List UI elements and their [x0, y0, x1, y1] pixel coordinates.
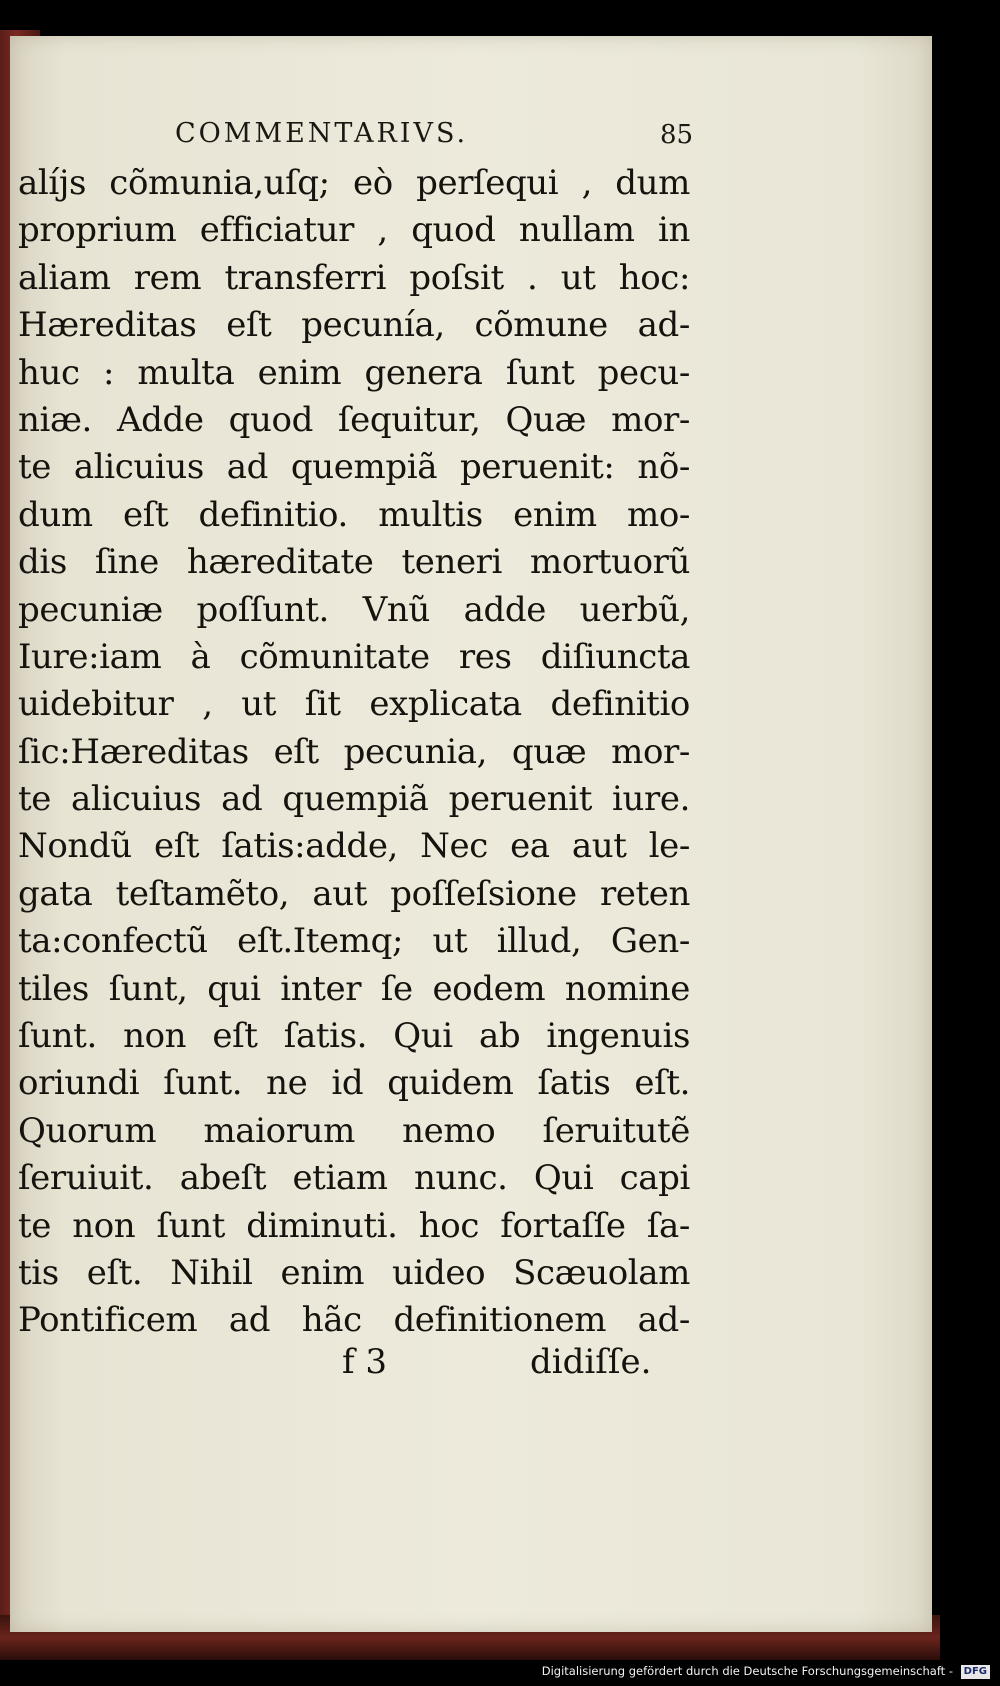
body-text — [18, 160, 690, 1345]
text-line: tiles ſunt, qui inter ſe eodem nomine — [18, 968, 690, 1009]
text-line: te alicuius ad quempiã peruenit iure. — [18, 779, 690, 820]
dfg-logo-icon: DFG — [961, 1665, 990, 1679]
text-line: te alicuius ad quempiã peruenit: nõ- — [18, 447, 690, 488]
text-line: Iure:iam à cõmunitate res diſiuncta — [18, 636, 690, 677]
signature-mark: f 3 — [342, 1342, 388, 1382]
text-line: Pontificem ad hãc definitionem ad- — [18, 1300, 690, 1341]
text-line: alíjs cõmunia,uſq; eò perſequi , dum — [18, 163, 690, 203]
text-line: ſic:Hæreditas eſt pecunia, quæ mor- — [18, 731, 690, 772]
page-number: 85 — [660, 120, 694, 150]
text-line: proprium efficiatur , quod nullam in — [18, 210, 690, 251]
text-line: ſeruiuit. abeſt etiam nunc. Qui capi — [18, 1158, 690, 1199]
text-line: pecuniæ poſſunt. Vnũ adde uerbũ, — [18, 589, 690, 630]
page-footer — [0, 1342, 1000, 1392]
digitization-credit — [0, 1664, 990, 1686]
text-line: gata teſtamẽto, aut poſſeſsione reten — [18, 873, 690, 914]
text-line: tis eſt. Nihil enim uideo Scæuolam — [18, 1252, 690, 1293]
text-line: huc : multa enim genera ſunt pecu- — [18, 352, 690, 393]
text-line: aliam rem transferri poſsit . ut hoc: — [18, 257, 690, 298]
text-line: ta:confectũ eſt.Itemq; ut illud, Gen- — [18, 921, 690, 962]
text-line: dum eſt definitio. multis enim mo- — [18, 494, 690, 535]
text-line: ſunt. non eſt ſatis. Qui ab ingenuis — [18, 1016, 690, 1057]
catchword: didiſſe. — [530, 1342, 652, 1382]
text-line: Nondũ eſt ſatis:adde, Nec ea aut le- — [18, 826, 690, 867]
credit-text: Digitalisierung gefördert durch die Deutsche Forschungsgemeinschaft - — [541, 1664, 953, 1678]
running-head — [0, 118, 1000, 158]
text-line: Hæreditas eſt pecunía, cõmune ad- — [18, 305, 690, 346]
text-line: uidebitur , ut ſit explicata definitio — [18, 684, 690, 725]
text-line: niæ. Adde quod ſequitur, Quæ mor- — [18, 399, 690, 440]
text-line: te non ſunt diminuti. hoc fortaſſe ſa- — [18, 1205, 690, 1246]
text-line: Quorum maiorum nemo ſeruitutẽ — [18, 1110, 690, 1151]
text-line: dis ſine hæreditate teneri mortuorũ — [18, 542, 690, 583]
running-head-title: COMMENTARIVS. — [175, 118, 469, 149]
text-line: oriundi ſunt. ne id quidem ſatis eſt. — [18, 1063, 690, 1104]
